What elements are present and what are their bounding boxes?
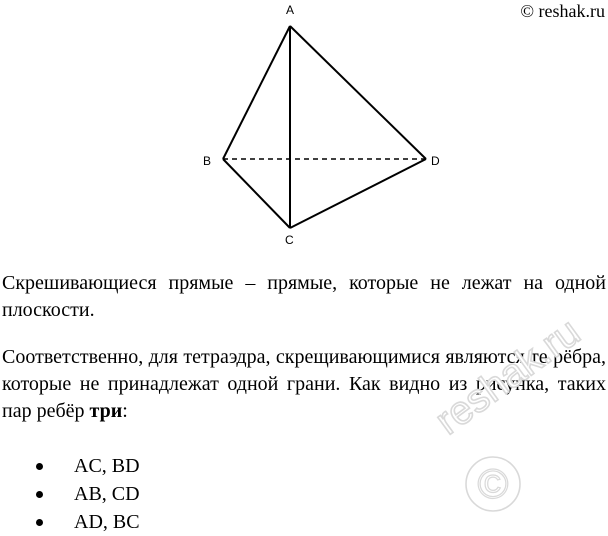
watermark-copyright-icon (466, 457, 520, 511)
explanation-text: Соответственно, для тетраэдра, скрещивающимися являются те рёбра, которые не принадлежат одной грани. Как видно из рисунка, таких пар ребёр (2, 346, 606, 422)
edge-ab (223, 26, 290, 159)
tetrahedron-figure (0, 0, 608, 260)
watermark-text: reshak.ru (427, 309, 589, 444)
edge-bc (223, 159, 290, 228)
edge-cd (290, 159, 426, 228)
vertex-label-b: B (203, 154, 212, 168)
pair-label: AD, BC (74, 511, 140, 533)
pair-count-bold: три (89, 400, 123, 422)
explanation-paragraph (2, 344, 606, 425)
tetrahedron-drawing (0, 0, 608, 260)
explanation-end: : (122, 400, 128, 422)
vertex-label-c: C (285, 233, 294, 247)
pair-label: AC, BD (74, 455, 140, 477)
bullet-icon (36, 519, 43, 526)
edge-ad (290, 26, 426, 159)
bullet-icon (36, 491, 43, 498)
definition-paragraph: Скрешивающиеся прямые – прямые, которые не лежат на одной плоскости. (2, 272, 606, 321)
list-item (0, 480, 140, 508)
list-item (0, 508, 140, 536)
bullet-icon (36, 463, 43, 470)
pair-label: AB, CD (74, 483, 140, 505)
list-item (0, 452, 140, 480)
watermark-symbol: © (477, 460, 509, 507)
vertex-label-a: A (286, 3, 295, 17)
copyright-notice: © reshak.ru (520, 1, 605, 21)
skew-pairs-list (0, 452, 140, 536)
vertex-label-d: D (431, 154, 440, 168)
